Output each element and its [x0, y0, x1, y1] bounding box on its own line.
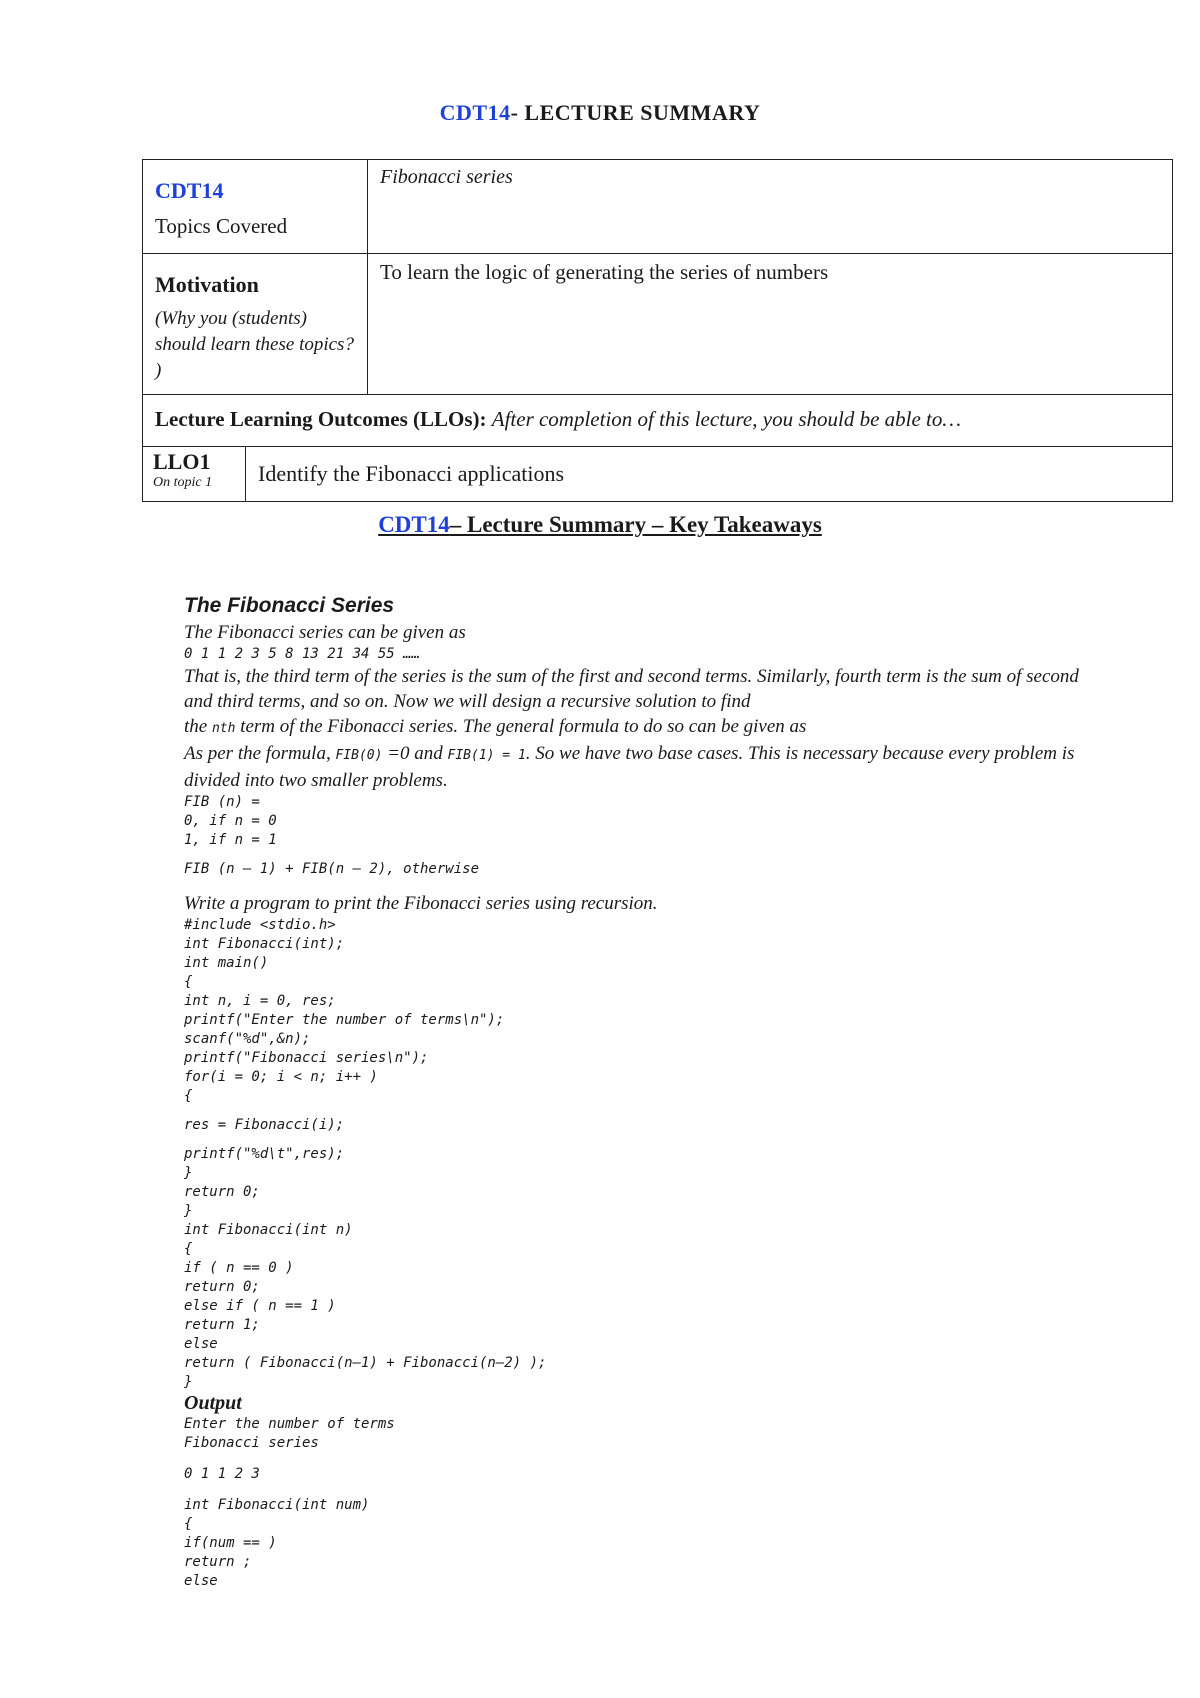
para3-code1: FIB(0)	[335, 748, 383, 763]
code-block-3: printf("%d\t",res); } return 0; } int Fibonacci(int n) { if ( n == 0 ) return 0; else if ( n == 1 ) return 1; else return ( Fibonacci(n–1) + Fibonacci(n–2) ); }	[184, 1146, 547, 1390]
section-heading: The Fibonacci Series	[184, 594, 395, 617]
subtitle	[0, 512, 1200, 538]
llo-heading-italic: After completion of this lecture, you should be able to…	[491, 407, 962, 431]
topics-value-cell	[368, 160, 1173, 254]
para2-b: term of the Fibonacci series. The general formula to do so can be given as	[240, 716, 807, 737]
key-takeaways	[184, 594, 1084, 1591]
para3-c: . So we have two base cases. This is necessary because every problem is divided into two smaller problems.	[184, 743, 1075, 791]
para3-code2: FIB(1) = 1	[447, 748, 526, 763]
motivation-sub: (Why you (students) should learn these topics? )	[155, 308, 354, 381]
page-title	[0, 100, 1200, 126]
para2-a: the	[184, 716, 208, 737]
intro-text: The Fibonacci series can be given as	[184, 622, 466, 643]
llo1-row	[143, 447, 1173, 502]
motivation-text: To learn the logic of generating the series of numbers	[380, 260, 829, 284]
code-block-2: res = Fibonacci(i);	[184, 1117, 345, 1133]
motivation-label: Motivation	[155, 272, 259, 297]
llo1-id: LLO1	[153, 449, 211, 474]
title-code: CDT14	[439, 100, 511, 125]
output-block-2: 0 1 1 2 3	[184, 1466, 260, 1482]
para3-b: =0 and	[387, 743, 443, 764]
output-block-1: Enter the number of terms Fibonacci series	[184, 1416, 395, 1451]
llo-heading-cell	[143, 395, 1173, 447]
llo-heading-bold: Lecture Learning Outcomes (LLOs):	[155, 407, 487, 431]
topic-text: Fibonacci series	[380, 166, 513, 188]
code-block-1: #include <stdio.h> int Fibonacci(int); int main() { int n, i = 0, res; printf("Enter the number of terms\n"); scanf("%d",&n); printf("Fibonacci series\n"); for(i = 0; i < n; i++ ) {	[184, 917, 505, 1104]
output-heading: Output	[184, 1392, 242, 1414]
task-text: Write a program to print the Fibonacci series using recursion.	[184, 893, 658, 914]
para3-a: As per the formula,	[184, 743, 331, 764]
subtitle-rest: – Lecture Summary – Key Takeaways	[449, 512, 822, 537]
para2-code: nth	[211, 721, 236, 736]
paragraph-2	[184, 714, 1084, 741]
course-code: CDT14	[155, 178, 224, 203]
llo1-sub: On topic 1	[153, 475, 213, 490]
topics-label: Topics Covered	[155, 214, 288, 238]
summary-table	[142, 159, 1173, 502]
paragraph-1: That is, the third term of the series is the sum of the first and second terms. Similarly, fourth term is the sum of second and third terms, and so on. Now we will design a recursive solution to find	[184, 666, 1079, 712]
llo1-text: Identify the Fibonacci applications	[258, 461, 565, 486]
formula-otherwise: FIB (n – 1) + FIB(n – 2), otherwise	[184, 861, 480, 877]
title-rest: - LECTURE SUMMARY	[510, 100, 761, 125]
series-line: 0 1 1 2 3 5 8 13 21 34 55 ……	[184, 646, 421, 662]
code-block-4: int Fibonacci(int num) { if(num == ) return ; else	[184, 1497, 370, 1589]
motivation-value-cell	[368, 254, 1173, 395]
paragraph-3	[184, 741, 1084, 793]
subtitle-code: CDT14	[378, 512, 450, 537]
topics-cell	[143, 160, 368, 254]
formula-block: FIB (n) = 0, if n = 0 1, if n = 1	[184, 794, 277, 848]
llo1-id-cell	[143, 447, 246, 501]
motivation-cell	[143, 254, 368, 395]
